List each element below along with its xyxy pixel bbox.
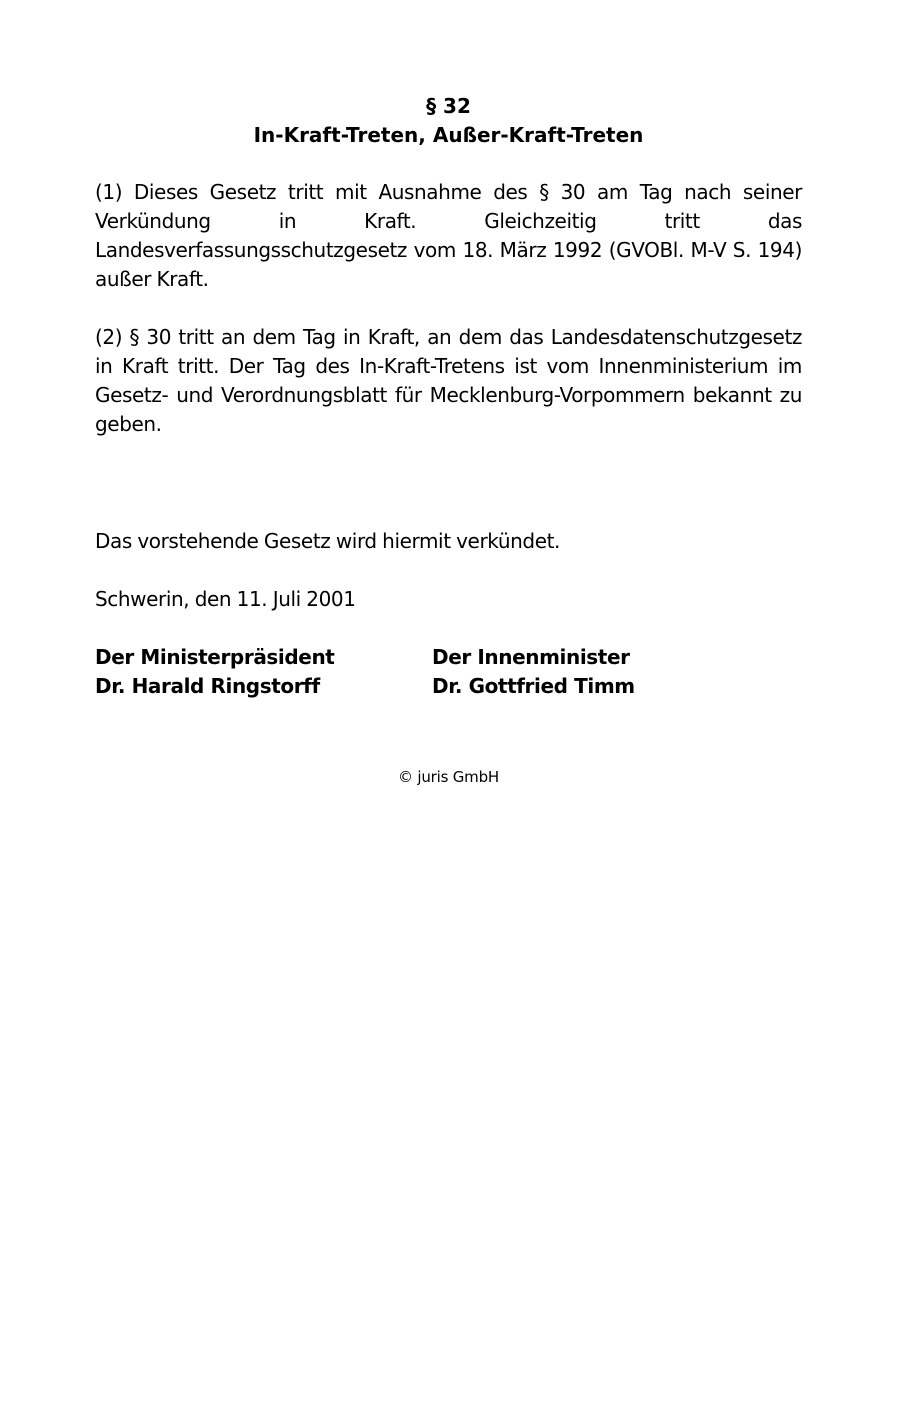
document-page [95,92,802,787]
signature-block [95,643,802,701]
section-heading [95,92,802,150]
signature-office: Der Ministerpräsident [95,645,335,669]
section-title: In-Kraft-Treten, Außer-Kraft-Treten [253,123,644,147]
section-number: § 32 [426,94,471,118]
signature-name: Dr. Gottfried Timm [432,674,635,698]
paragraph-2: (2) § 30 tritt an dem Tag in Kraft, an dem das Landesdatenschutzgesetz in Kraft tritt. Der Tag des In-Kraft-Tretens ist vom Innenministerium im Gesetz- und Verordnungsblatt für Mecklenburg-Vorpommern bekannt zu geben. [95,325,802,436]
place-and-date: Schwerin, den 11. Juli 2001 [95,587,356,611]
signature-interior-minister [432,643,802,701]
copyright-notice: © juris GmbH [398,768,499,786]
signature-office: Der Innenminister [432,645,630,669]
paragraph-1: (1) Dieses Gesetz tritt mit Ausnahme des § 30 am Tag nach seiner Verkündung in Kraft. Gleichzeitig tritt das Landesverfassungsschutzgesetz vom 18. März 1992 (GVOBl. M-V S. 194) außer Kraft. [95,180,802,291]
signature-minister-president [95,643,432,701]
promulgation-statement: Das vorstehende Gesetz wird hiermit verkündet. [95,529,560,553]
signature-name: Dr. Harald Ringstorff [95,674,320,698]
